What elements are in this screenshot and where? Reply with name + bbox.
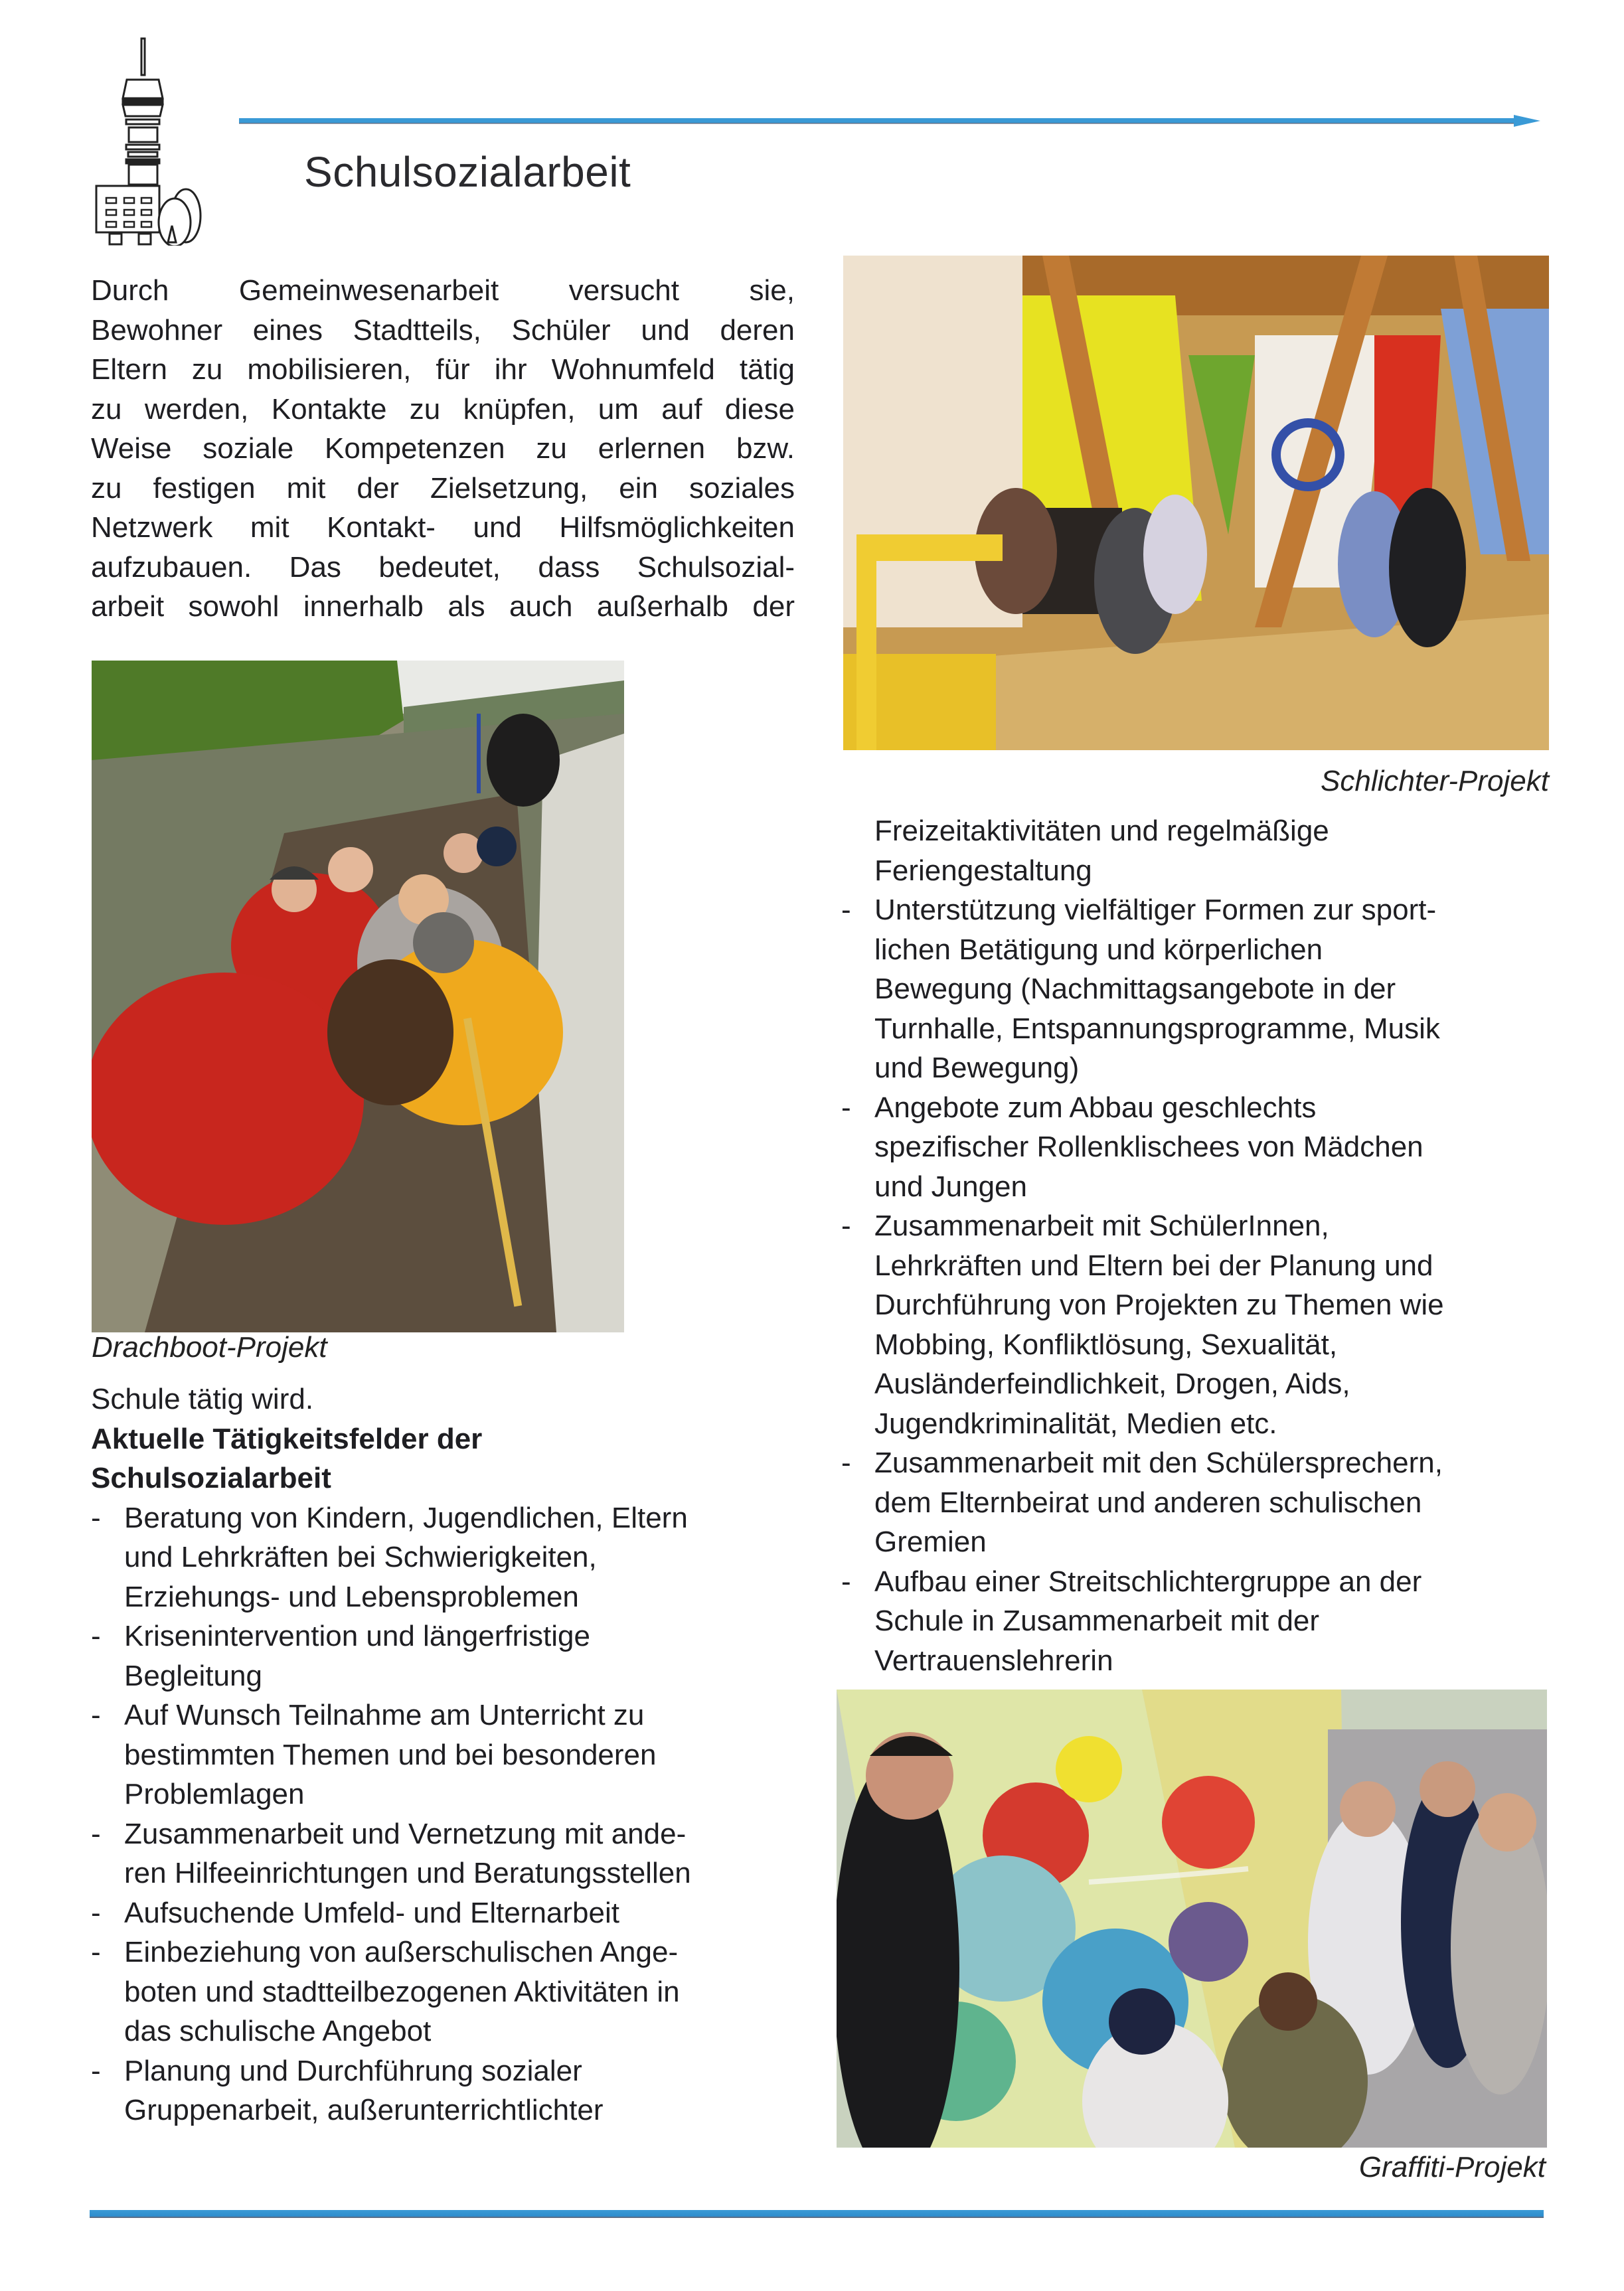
schlichter-caption: Schlichter-Projekt xyxy=(1321,765,1549,797)
list-item xyxy=(91,1617,808,1696)
list-item-line: Begleitung xyxy=(124,1659,262,1692)
bullet-dash: - xyxy=(91,2054,101,2087)
list-item-line: und Lehrkräften bei Schwierigkeiten, xyxy=(124,1541,597,1573)
intro-line: zu werden, Kontakte zu knüpfen, um auf diese xyxy=(91,392,795,426)
list-item xyxy=(841,890,1558,1088)
list-item-line: Mobbing, Konfliktlösung, Sexualität, xyxy=(874,1328,1338,1361)
intro-line: arbeit sowohl innerhalb als auch außerhalb der xyxy=(91,590,795,623)
intro-line: Eltern zu mobilisieren, für ihr Wohnumfeld tätig xyxy=(91,353,795,386)
list-item-line: lichen Betätigung und körperlichen xyxy=(874,933,1323,966)
section-heading xyxy=(91,1419,808,1498)
list-item-line: Bewegung (Nachmittagsangebote in der xyxy=(874,973,1396,1005)
left-activity-list xyxy=(91,1498,808,2130)
bullet-dash: - xyxy=(91,1936,101,1968)
left-column xyxy=(91,1380,808,2130)
bullet-dash: - xyxy=(841,1565,851,1598)
list-item xyxy=(841,1206,1558,1443)
list-item-line: Angebote zum Abbau geschlechts xyxy=(874,1091,1317,1124)
list-item-line: Jugendkriminalität, Medien etc. xyxy=(874,1407,1277,1440)
graffiti-photo xyxy=(837,1690,1547,2148)
list-item xyxy=(841,1088,1558,1207)
list-item xyxy=(91,1696,808,1814)
list-item-line: Durchführung von Projekten zu Themen wie xyxy=(874,1289,1444,1321)
list-item-line: Krisenintervention und längerfristige xyxy=(124,1620,590,1652)
list-item-line: Lehrkräften und Eltern bei der Planung und xyxy=(874,1249,1433,1282)
list-item-line: boten und stadtteilbezogenen Aktivitäten in xyxy=(124,1975,680,2008)
intro-line: Durch Gemeinwesenarbeit versucht sie, xyxy=(91,274,795,307)
list-item xyxy=(91,1814,808,1893)
list-item-line: Zusammenarbeit mit SchülerInnen, xyxy=(874,1210,1329,1242)
bullet-dash: - xyxy=(841,1210,851,1242)
continuation-line: Freizeitaktivitäten und regelmäßige xyxy=(874,815,1329,847)
intro-paragraph xyxy=(91,271,795,627)
list-item-line: Erziehungs- und Lebensproblemen xyxy=(124,1580,579,1613)
list-item-line: und Bewegung) xyxy=(874,1052,1080,1084)
list-item-line: Gruppenarbeit, außerunterrichtlichter xyxy=(124,2094,604,2126)
list-item xyxy=(841,1443,1558,1562)
list-item xyxy=(91,1933,808,2051)
tv-tower-building-tree-icon xyxy=(90,33,289,246)
list-item-line: Ausländerfeindlichkeit, Drogen, Aids, xyxy=(874,1368,1350,1400)
list-item-line: Problemlagen xyxy=(124,1778,305,1810)
graffiti-caption: Graffiti-Projekt xyxy=(1358,2151,1546,2183)
list-item-line: Turnhalle, Entspannungsprogramme, Musik xyxy=(874,1012,1440,1045)
list-item-line: dem Elternbeirat und anderen schulischen xyxy=(874,1486,1422,1519)
bullet-dash: - xyxy=(91,1896,101,1929)
list-item-line: das schulische Angebot xyxy=(124,2015,432,2047)
list-item xyxy=(841,1562,1558,1681)
list-item xyxy=(91,2051,808,2130)
bullet-dash: - xyxy=(91,1817,101,1850)
bullet-dash: - xyxy=(841,1091,851,1124)
list-item-line: Aufsuchende Umfeld- und Elternarbeit xyxy=(124,1896,619,1929)
list-item-line: bestimmten Themen und bei besonderen xyxy=(124,1738,657,1771)
list-item-line: Beratung von Kindern, Jugendlichen, Eltern xyxy=(124,1501,688,1534)
continuation-line: Feriengestaltung xyxy=(874,854,1092,887)
bullet-dash: - xyxy=(91,1620,101,1652)
section-heading-line: Schulsozialarbeit xyxy=(91,1462,331,1494)
right-continuation-text xyxy=(841,811,1558,890)
intro-line: zu festigen mit der Zielsetzung, ein soziales xyxy=(91,471,795,505)
list-item-line: Schule in Zusammenarbeit mit der xyxy=(874,1605,1320,1637)
drachboot-photo xyxy=(92,661,624,1332)
list-item-line: Unterstützung vielfältiger Formen zur sport- xyxy=(874,894,1437,926)
intro-line: Weise soziale Kompetenzen zu erlernen bzw. xyxy=(91,432,795,465)
drachboot-caption: Drachboot-Projekt xyxy=(92,1331,327,1364)
footer-rule xyxy=(90,2210,1544,2217)
list-item-line: Zusammenarbeit mit den Schülersprechern, xyxy=(874,1447,1443,1479)
bullet-dash: - xyxy=(91,1699,101,1731)
intro-line: aufzubauen. Das bedeutet, dass Schulsozial- xyxy=(91,550,795,584)
list-item-line: spezifischer Rollenklischees von Mädchen xyxy=(874,1131,1423,1163)
list-item-line: Planung und Durchführung sozialer xyxy=(124,2054,582,2087)
list-item-line: Einbeziehung von außerschulischen Ange- xyxy=(124,1936,679,1968)
bullet-dash: - xyxy=(841,894,851,926)
list-item xyxy=(91,1498,808,1617)
list-item xyxy=(91,1893,808,1933)
right-activity-list xyxy=(841,890,1558,1680)
right-column xyxy=(841,811,1558,1680)
intro-line: Netzwerk mit Kontakt- und Hilfsmöglichkeiten xyxy=(91,511,795,544)
schlichter-photo xyxy=(843,256,1549,750)
bullet-dash: - xyxy=(91,1501,101,1534)
page-title: Schulsozialarbeit xyxy=(304,148,631,196)
list-item-line: Gremien xyxy=(874,1526,987,1558)
list-item-line: Zusammenarbeit und Vernetzung mit ande- xyxy=(124,1817,687,1850)
list-item-line: Aufbau einer Streitschlichtergruppe an der xyxy=(874,1565,1422,1598)
intro-line: Bewohner eines Stadtteils, Schüler und deren xyxy=(91,313,795,347)
list-item-line: ren Hilfeeinrichtungen und Beratungsstellen xyxy=(124,1857,691,1889)
list-item-line: Auf Wunsch Teilnahme am Unterricht zu xyxy=(124,1699,645,1731)
header-arrow-rule xyxy=(239,118,1540,124)
list-item-line: und Jungen xyxy=(874,1170,1027,1203)
left-continuation-text: Schule tätig wird. xyxy=(91,1383,314,1415)
bullet-dash: - xyxy=(841,1447,851,1479)
list-item-line: Vertrauenslehrerin xyxy=(874,1644,1113,1677)
section-heading-line: Aktuelle Tätigkeitsfelder der xyxy=(91,1422,483,1455)
